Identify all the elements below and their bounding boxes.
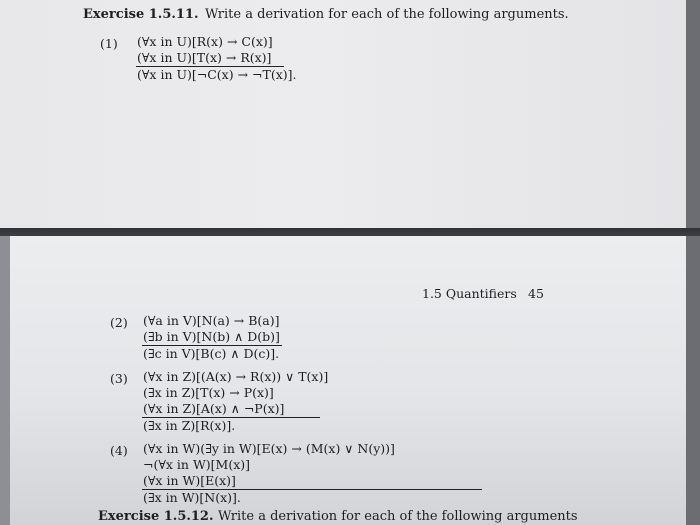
premise-line: (∃b in V)[N(b) ∧ D(b)] xyxy=(143,329,280,344)
conclusion-line: (∃x in Z)[R(x)]. xyxy=(143,418,236,433)
premise-line: (∀x in Z)[(A(x) → R(x)) ∨ T(x)] xyxy=(143,369,329,384)
exercise-text: Write a derivation for each of the following arguments. xyxy=(205,7,569,22)
premise-line: (∀x in W)[E(x)] xyxy=(143,473,236,488)
bottom-page-panel xyxy=(0,236,700,525)
item-number: (4) xyxy=(110,443,128,458)
item-number: (2) xyxy=(110,315,128,330)
premise-line: (∀x in U)[T(x) → R(x)] xyxy=(137,50,272,65)
next-exercise-label: Exercise 1.5.12. xyxy=(98,509,214,524)
conclusion-line: (∀x in U)[¬C(x) → ¬T(x)]. xyxy=(137,67,297,82)
premise-line: (∃x in Z)[T(x) → P(x)] xyxy=(143,385,274,400)
premise-line: (∀x in Z)[A(x) ∧ ¬P(x)] xyxy=(143,401,285,416)
item-number: (3) xyxy=(110,371,128,386)
page-number: 45 xyxy=(528,286,544,301)
premise-line: (∀x in W)(∃y in W)[E(x) → (M(x) ∨ N(y))] xyxy=(143,441,395,456)
conclusion-line: (∃c in V)[B(c) ∧ D(c)]. xyxy=(143,346,280,361)
section-title: 1.5 Quantifiers xyxy=(422,286,517,301)
premise-line: (∀x in U)[R(x) → C(x)] xyxy=(137,34,273,49)
top-page-panel xyxy=(0,0,700,228)
item-number: (1) xyxy=(100,36,118,51)
screen-divider xyxy=(0,228,700,236)
exercise-label: Exercise 1.5.11. xyxy=(83,7,199,22)
conclusion-line: (∃x in W)[N(x)]. xyxy=(143,490,241,505)
premise-line: (∀a in V)[N(a) → B(a)] xyxy=(143,313,280,328)
premise-line: ¬(∀x in W)[M(x)] xyxy=(143,457,251,472)
next-exercise-text: Write a derivation for each of the following arguments xyxy=(218,509,578,524)
